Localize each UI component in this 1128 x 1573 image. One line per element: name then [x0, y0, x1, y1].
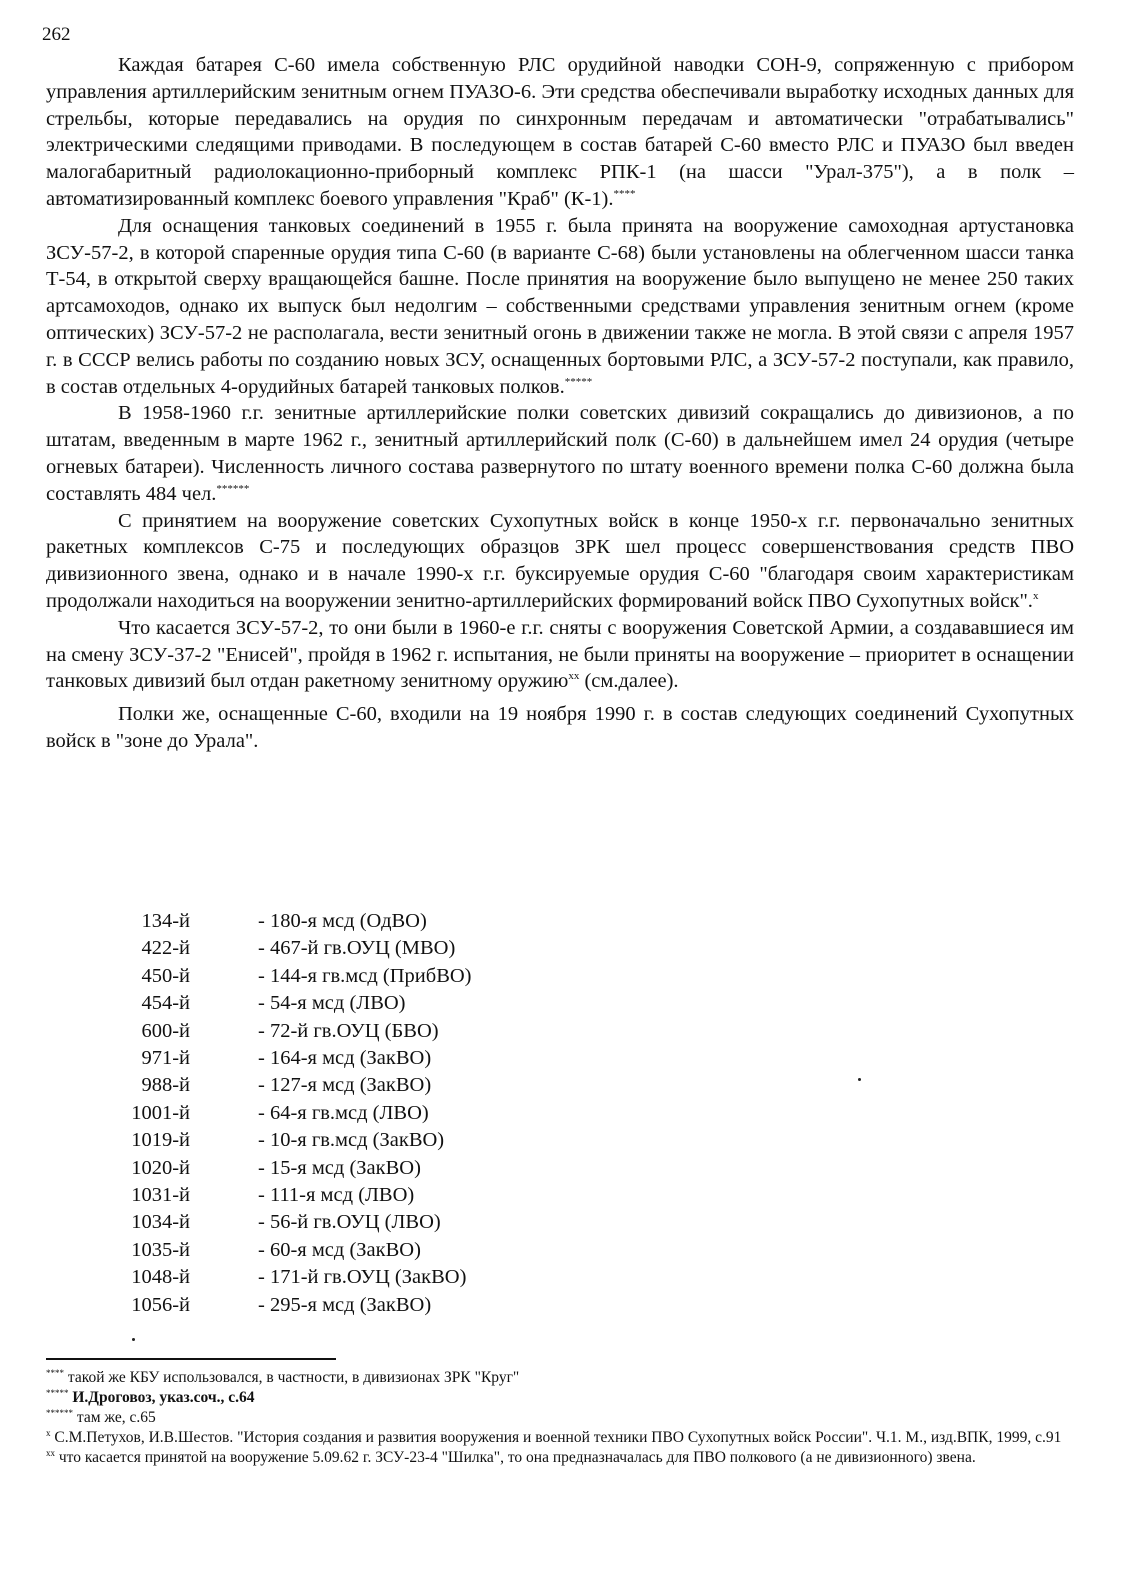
regiment-row: [112, 1237, 472, 1264]
regiment-division: - 54-я мсд (ЛВО): [258, 992, 406, 1015]
regiment-division: - 60-я мсд (ЗакВО): [258, 1238, 421, 1261]
regiment-division: - 164-я мсд (ЗакВО): [258, 1047, 432, 1070]
regiment-division: - 144-я гв.мсд (ПрибВО): [258, 964, 472, 987]
footnote-3-mark: ******: [46, 1407, 73, 1418]
paragraph-5-tail: (см.далее).: [579, 670, 679, 693]
regiment-number: 600-й: [141, 1019, 190, 1042]
footnote-ref-x[interactable]: x: [1032, 590, 1039, 603]
scan-speck: [132, 1338, 135, 1341]
footnote-divider: [46, 1358, 336, 1360]
regiment-row: [112, 935, 472, 962]
footnote-4-text: С.М.Петухов, И.В.Шестов. "История создания и развития вооружения и военной техники ПВО Сухопутных войск России". Ч.1. М., изд.ВПК, 1999, с.91: [54, 1429, 1062, 1446]
paragraph-2-text: Для оснащения танковых соединений в 1955 г. была принята на вооружение самоходная артустановка ЗСУ-57-2, в которой спаренные орудия типа С-60 (в варианте С-68) были установлены на облегченном шасси танка Т-54, в открытой сверху вращающейся башне. После принятия на вооружение было выпущено не менее 250 таких артсамоходов, однако их выпуск был недолгим – собственными средствами управления зенитным огнем (кроме оптических) ЗСУ-57-2 не располагала, вести зенитный огонь в движении также не могла. В этой связи с апреля 1957 г. в СССР велись работы по созданию новых ЗСУ, оснащенных бортовыми РЛС, а ЗСУ-57-2 поступали, как правило, в состав отдельных 4-орудийных батарей танковых полков.: [46, 214, 1074, 398]
regiment-number: 1034-й: [131, 1211, 190, 1234]
regiment-row: [112, 1127, 472, 1154]
regiment-list: [112, 908, 472, 1319]
regiment-number: 1031-й: [131, 1184, 190, 1207]
footnote-ref-xx[interactable]: xx: [568, 670, 580, 683]
regiment-row: [112, 1292, 472, 1319]
regiment-row: [112, 1100, 472, 1127]
footnotes: [46, 1368, 1076, 1468]
footnote-2-mark: *****: [46, 1387, 69, 1398]
regiment-number: 1035-й: [131, 1238, 190, 1261]
paragraph-1-text: Каждая батарея С-60 имела собственную РЛС орудийной наводки СОН-9, сопряженную с прибором управления артиллерийским зенитным огнем ПУАЗО-6. Эти средства обеспечивали выработку исходных данных для стрельбы, которые передавались на орудия по синхронным передачам и автоматически "отрабатывались" электрическими следящими приводами. В последующем в состав батарей С-60 вместо РЛС и ПУАЗО был введен малогабаритный радиолокационно-приборный комплекс РПК-1 (на шасси "Урал-375"), а в полк – автоматизированный комплекс боевого управления "Краб" (К-1).: [46, 54, 1074, 210]
footnote-ref-6stars[interactable]: ******: [216, 482, 250, 495]
paragraph-2: [46, 213, 1074, 401]
regiment-number: 454-й: [141, 992, 190, 1015]
paragraph-6: [46, 701, 1074, 755]
regiment-division: - 180-я мсд (ОдВО): [258, 910, 427, 932]
regiment-number: 1020-й: [131, 1156, 190, 1179]
footnote-1: [46, 1368, 1076, 1388]
regiment-division: - 72-й гв.ОУЦ (БВО): [258, 1019, 439, 1042]
regiment-row: [112, 1018, 472, 1045]
footnote-4: [46, 1428, 1076, 1448]
regiment-number: 422-й: [141, 937, 190, 960]
footnote-2: [46, 1388, 1076, 1408]
footnote-5-text: что касается принятой на вооружение 5.09.62 г. ЗСУ-23-4 "Шилка", то она предназначалась для ПВО полкового (а не дивизионного) звена.: [58, 1449, 976, 1466]
footnote-1-mark: ****: [46, 1367, 64, 1378]
regiment-division: - 295-я мсд (ЗакВО): [258, 1293, 432, 1316]
paragraph-3-text: В 1958-1960 г.г. зенитные артиллерийские полки советских дивизий сокращались до дивизионов, а по штатам, введенным в марте 1962 г., зенитный артиллерийский полк (С-60) в дальнейшем имел 24 орудия (четыре огневых батареи). Численность личного состава развернутого по штату военного времени полка С-60 должна была составлять 484 чел.: [46, 402, 1074, 505]
paragraph-5-text: Что касается ЗСУ-57-2, то они были в 1960-е г.г. сняты с вооружения Советской Армии, а создававшиеся им на смену ЗСУ-37-2 "Енисей", пройдя в 1962 г. испытания, не были приняты на вооружение – приоритет в оснащении танковых дивизий был отдан ракетному зенитному оружию: [46, 616, 1074, 693]
paragraph-4-text: С принятием на вооружение советских Сухопутных войск в конце 1950-х г.г. первоначально зенитных ракетных комплексов С-75 и последующих образцов ЗРК шел процесс совершенствования средств ПВО дивизионного звена, однако и в начале 1990-х г.г. буксируемые орудия С-60 "благодаря своим характеристикам продолжали находиться на вооружении зенитно-артиллерийских формирований войск ПВО Сухопутных войск".: [46, 509, 1074, 612]
footnote-1-text: такой же КБУ использовался, в частности, в дивизионах ЗРК "Круг": [67, 1369, 520, 1386]
regiment-number: 988-й: [141, 1074, 190, 1097]
footnote-ref-4stars[interactable]: ****: [613, 188, 636, 201]
body-text: [46, 52, 1074, 755]
regiment-number: 1048-й: [131, 1266, 190, 1289]
footnote-3: [46, 1408, 1076, 1428]
regiment-row: [112, 963, 472, 990]
regiment-number: 1056-й: [131, 1293, 190, 1316]
regiment-division: - 127-я мсд (ЗакВО): [258, 1074, 432, 1097]
regiment-row: [112, 1182, 472, 1209]
regiment-row: [112, 1045, 472, 1072]
regiment-division: - 10-я гв.мсд (ЗакВО): [258, 1129, 445, 1152]
regiment-division: - 171-й гв.ОУЦ (ЗакВО): [258, 1266, 467, 1289]
footnote-ref-5stars[interactable]: *****: [564, 375, 593, 388]
regiment-row: [112, 1072, 472, 1099]
regiment-row: [112, 1155, 472, 1182]
footnote-2-text: И.Дроговоз, указ.соч., с.64: [72, 1389, 255, 1406]
regiment-division: - 467-й гв.ОУЦ (МВО): [258, 937, 456, 960]
footnote-5: [46, 1448, 1076, 1468]
paragraph-5: [46, 615, 1074, 695]
regiment-number: 1001-й: [131, 1101, 190, 1124]
paragraph-3: [46, 400, 1074, 507]
paragraph-4: [46, 508, 1074, 615]
regiment-row: [112, 1264, 472, 1291]
footnote-3-text: там же, с.65: [76, 1409, 156, 1426]
regiment-row: [112, 990, 472, 1017]
page-number: 262: [42, 24, 71, 45]
footnote-4-mark: x: [46, 1427, 51, 1438]
footnote-5-mark: xx: [46, 1447, 55, 1458]
regiment-row: [112, 1209, 472, 1236]
regiment-division: - 111-я мсд (ЛВО): [258, 1184, 415, 1207]
regiment-division: - 56-й гв.ОУЦ (ЛВО): [258, 1211, 441, 1234]
regiment-number: 134-й: [141, 910, 190, 932]
regiment-number: 450-й: [141, 964, 190, 987]
regiment-row: [112, 908, 472, 935]
regiment-division: - 64-я гв.мсд (ЛВО): [258, 1101, 429, 1124]
paragraph-1: [46, 52, 1074, 213]
regiment-division: - 15-я мсд (ЗакВО): [258, 1156, 421, 1179]
paragraph-6-text: Полки же, оснащенные С-60, входили на 19 ноября 1990 г. в состав следующих соединений Сухопутных войск в "зоне до Урала".: [46, 703, 1074, 752]
regiment-number: 1019-й: [131, 1129, 190, 1152]
scan-speck: [858, 1078, 861, 1081]
regiment-number: 971-й: [141, 1047, 190, 1070]
